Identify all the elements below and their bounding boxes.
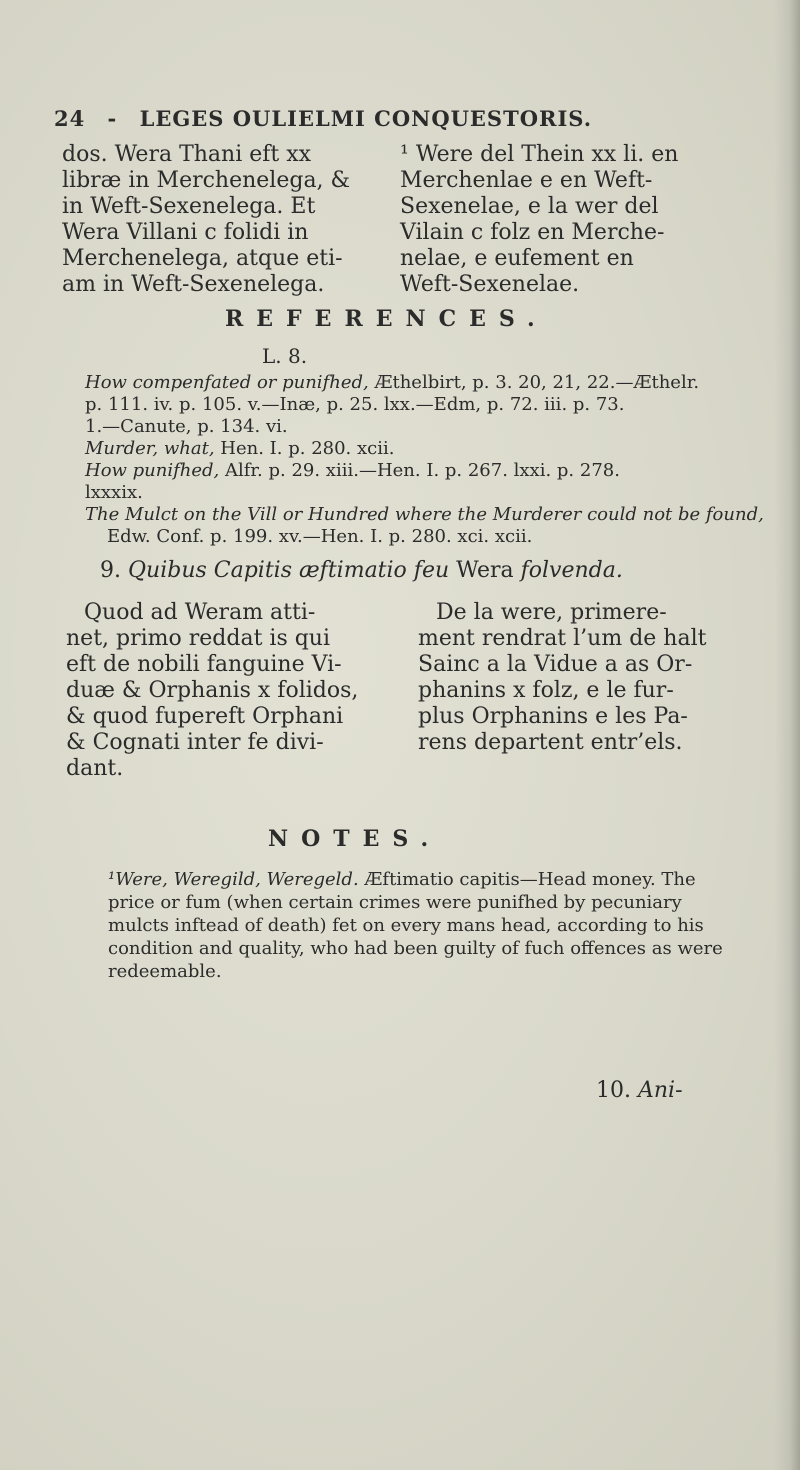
catchword: [596, 1078, 683, 1103]
running-header: [54, 106, 606, 131]
catchword-number: 10.: [596, 1078, 631, 1103]
notes-heading: NOTES.: [268, 826, 442, 852]
french-line: plus Orphanins e les Pa-: [418, 704, 688, 729]
french-column-1: [400, 142, 678, 298]
page-edge-shadow: [774, 0, 800, 1470]
latin-line: duæ & Orphanis x folidos,: [66, 678, 359, 703]
reference-line: lxxxix.: [85, 482, 143, 503]
latin-column-1: [62, 142, 350, 298]
reference-line: 1.—Canute, p. 134. vi.: [85, 416, 288, 437]
notes-list: [108, 868, 788, 983]
reference-line: p. 111. iv. p. 105. v.—Inæ, p. 25. lxx.—Edm, p. 72. iii. p. 73.: [85, 394, 625, 415]
french-line: nelae, e eufement en: [400, 246, 634, 271]
section-title-italic: Quibus Capitis æftimatio feu: [128, 558, 450, 583]
header-dash: -: [107, 106, 118, 131]
reference-line: Edw. Conf. p. 199. xv.—Hen. I. p. 280. xci. xcii.: [107, 526, 533, 547]
french-line: rens departent entr’els.: [418, 730, 683, 755]
french-line: ¹ Were del Thein xx li. en: [400, 142, 679, 167]
section-number: 9.: [100, 558, 121, 583]
note-line: mulcts inftead of death) fet on every mans head, according to his: [108, 915, 704, 936]
references-list: [85, 372, 785, 548]
references-heading: REFERENCES.: [225, 306, 548, 332]
french-line: Sainc a la Vidue a as Or-: [418, 652, 693, 677]
latin-line: libræ in Merchenelega, &: [62, 168, 351, 193]
reference-line: Murder, what, Hen. I. p. 280. xcii.: [85, 438, 395, 459]
latin-line: eft de nobili fanguine Vi-: [66, 652, 342, 677]
latin-line: & Cognati inter fe divi-: [66, 730, 324, 755]
french-line: ment rendrat l’um de halt: [418, 626, 707, 651]
french-line: Vilain c folz en Merche-: [400, 220, 665, 245]
french-line: Sexenelae, e la wer del: [400, 194, 659, 219]
latin-line: in Weft-Sexenelega. Et: [62, 194, 316, 219]
latin-line: dant.: [66, 756, 124, 781]
note-line: price or fum (when certain crimes were punifhed by pecuniary: [108, 892, 682, 913]
section-title-roman: Wera: [456, 558, 514, 583]
french-line: Weft-Sexenelae.: [400, 272, 580, 297]
latin-line: Quod ad Weram atti-: [84, 600, 316, 625]
latin-line: Merchenelega, atque eti-: [62, 246, 343, 271]
french-line: Merchenlae e en Weft-: [400, 168, 653, 193]
latin-line: am in Weft-Sexenelega.: [62, 272, 325, 297]
running-title: LEGES OULIELMI CONQUESTORIS.: [139, 106, 593, 131]
note-line: condition and quality, who had been guilty of fuch offences as were: [108, 938, 723, 959]
section-title: [100, 558, 623, 583]
reference-line: The Mulct on the Vill or Hundred where the Murderer could not be found,: [85, 504, 764, 525]
note-line: ¹Were, Weregild, Weregeld. Æftimatio capitis—Head money. The: [108, 869, 696, 890]
french-line: phanins x folz, e le fur-: [418, 678, 674, 703]
note-line: redeemable.: [108, 961, 222, 982]
latin-column-2: [66, 600, 358, 782]
catchword-text: Ani-: [638, 1078, 683, 1103]
latin-line: & quod fupereft Orphani: [66, 704, 344, 729]
latin-line: dos. Wera Thani eft xx: [62, 142, 312, 167]
section-title-italic-end: folvenda.: [520, 558, 623, 583]
french-line: De la were, primere-: [436, 600, 667, 625]
latin-line: net, primo reddat is qui: [66, 626, 331, 651]
reference-line: How punifhed, Alfr. p. 29. xiii.—Hen. I. p. 267. lxxi. p. 278.: [85, 460, 620, 481]
section-label: L. 8.: [262, 344, 308, 368]
latin-line: Wera Villani c folidi in: [62, 220, 309, 245]
page-number: 24: [54, 106, 86, 131]
french-column-2: [418, 600, 706, 756]
reference-line: How compenfated or punifhed, Æthelbirt, p. 3. 20, 21, 22.—Æthelr.: [85, 372, 700, 393]
